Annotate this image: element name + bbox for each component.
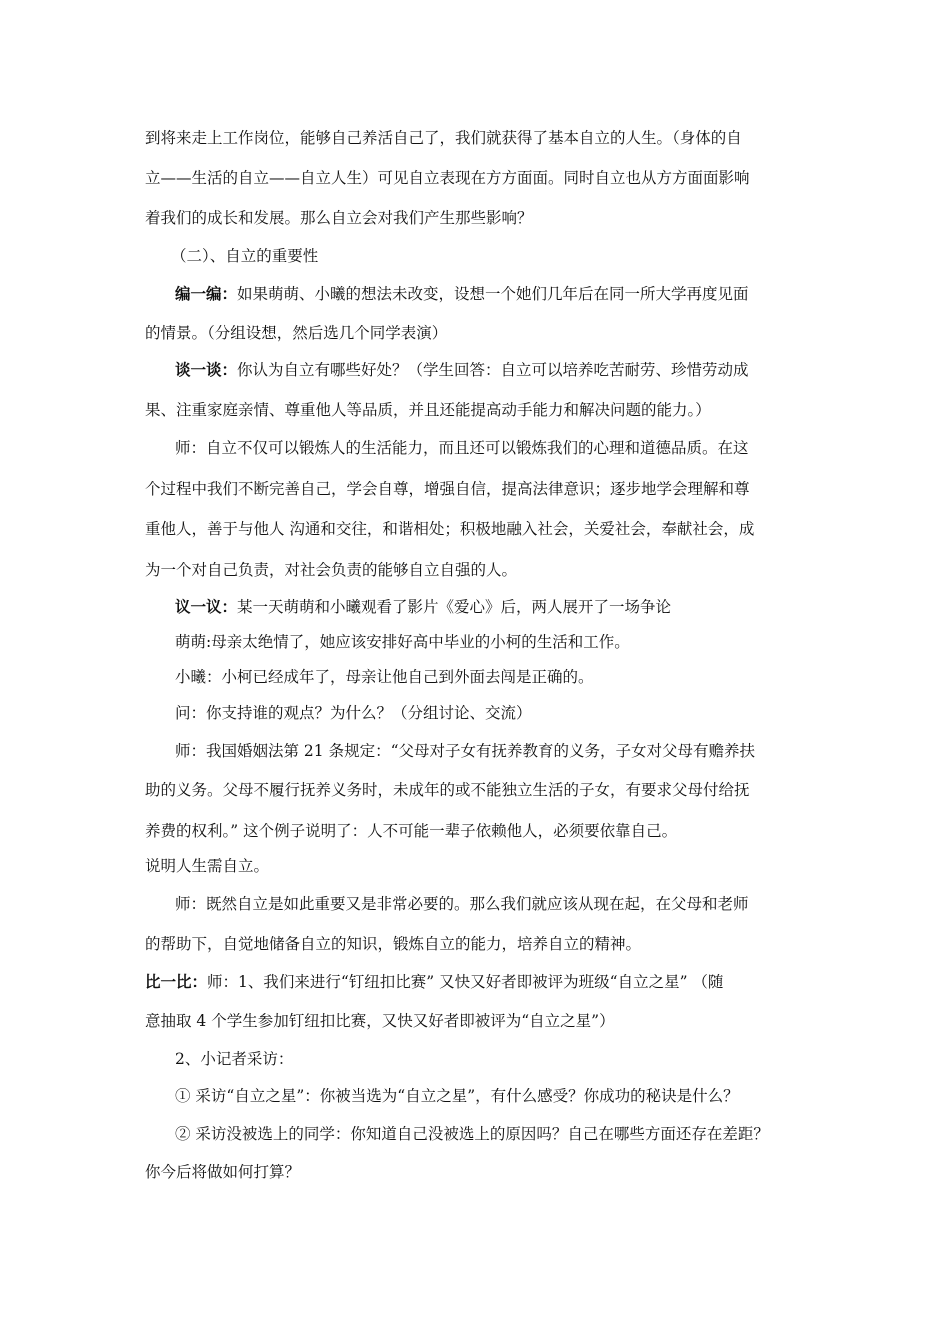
section-heading: （二）、自立的重要性 — [171, 247, 319, 265]
text-line — [175, 284, 749, 304]
text-line: 为一个对自己负责，对社会负责的能够自立自强的人。 — [145, 561, 518, 579]
text-line: 意抽取 4 个学生参加钉纽扣比赛，又快又好者即被评为“自立之星”） — [145, 1012, 615, 1030]
text-line: 小曦：小柯已经成年了，母亲让他自己到外面去闯是正确的。 — [175, 668, 594, 686]
text-line: 2、小记者采访： — [175, 1050, 294, 1068]
text-line: 养费的权利。” 这个例子说明了：人不可能一辈子依赖他人，必须要依靠自己。 — [145, 822, 678, 840]
text-line: 的帮助下，自觉地储备自立的知识，锻炼自立的能力，培养自立的精神。 — [145, 935, 642, 953]
text-line: 的情景。（分组设想，然后选几个同学表演） — [145, 324, 448, 342]
text-line: 重他人，善于与他人 沟通和交往，和谐相处；积极地融入社会，关爱社会，奉献社会，成 — [145, 520, 755, 538]
text-line: 师：我国婚姻法第 21 条规定：“父母对子女有抚养教育的义务，子女对父母有赡养扶 — [175, 742, 756, 760]
text-line: 师：既然自立是如此重要又是非常必要的。那么我们就应该从现在起，在父母和老师 — [175, 895, 749, 913]
text-line: 着我们的成长和发展。那么自立会对我们产生那些影响？ — [145, 209, 533, 227]
text-line: 说明人生需自立。 — [145, 857, 270, 875]
text-line: 个过程中我们不断完善自己，学会自尊，增强自信，提高法律意识；逐步地学会理解和尊 — [145, 480, 750, 498]
text-line — [145, 972, 723, 992]
bold-label: 议一议： — [175, 597, 238, 616]
text-line: 立——生活的自立——自立人生）可见自立表现在方方面面。同时自立也从方方面面影响 — [145, 169, 750, 187]
text-line: ② 采访没被选上的同学：你知道自己没被选上的原因吗？自己在哪些方面还存在差距？ — [175, 1125, 769, 1143]
text-line: 助的义务。父母不履行抚养义务时，未成年的或不能独立生活的子女，有要求父母付给抚 — [145, 781, 750, 799]
text-line: 问：你支持谁的观点？为什么？（分组讨论、交流） — [175, 704, 532, 722]
line-text: 你认为自立有哪些好处？（学生回答：自立可以培养吃苦耐劳、珍惜劳动成 — [237, 361, 749, 379]
bold-label: 编一编： — [175, 284, 238, 303]
text-line: 师：自立不仅可以锻炼人的生活能力，而且还可以锻炼我们的心理和道德品质。在这 — [175, 439, 749, 457]
text-line: ① 采访“自立之星”：你被当选为“自立之星”，有什么感受？你成功的秘诀是什么？ — [175, 1087, 739, 1105]
line-text: 如果萌萌、小曦的想法未改变，设想一个她们几年后在同一所大学再度见面 — [237, 285, 749, 303]
text-line: 果、注重家庭亲情、尊重他人等品质，并且还能提高动手能力和解决问题的能力。） — [145, 401, 711, 419]
text-line: 萌萌:母亲太绝情了，她应该安排好高中毕业的小柯的生活和工作。 — [175, 633, 630, 651]
line-text: 师：1、我们来进行“钉纽扣比赛” 又快又好者即被评为班级“自立之星” （随 — [207, 973, 724, 991]
line-text: 某一天萌萌和小曦观看了影片《爱心》后，两人展开了一场争论 — [237, 598, 672, 616]
text-line: 你今后将做如何打算？ — [145, 1163, 301, 1181]
bold-label: 谈一谈： — [175, 360, 238, 379]
text-line: 到将来走上工作岗位，能够自己养活自己了，我们就获得了基本自立的人生。（身体的自 — [145, 129, 742, 147]
bold-label: 比一比： — [145, 972, 208, 991]
text-line — [175, 597, 671, 617]
text-line — [175, 360, 749, 380]
